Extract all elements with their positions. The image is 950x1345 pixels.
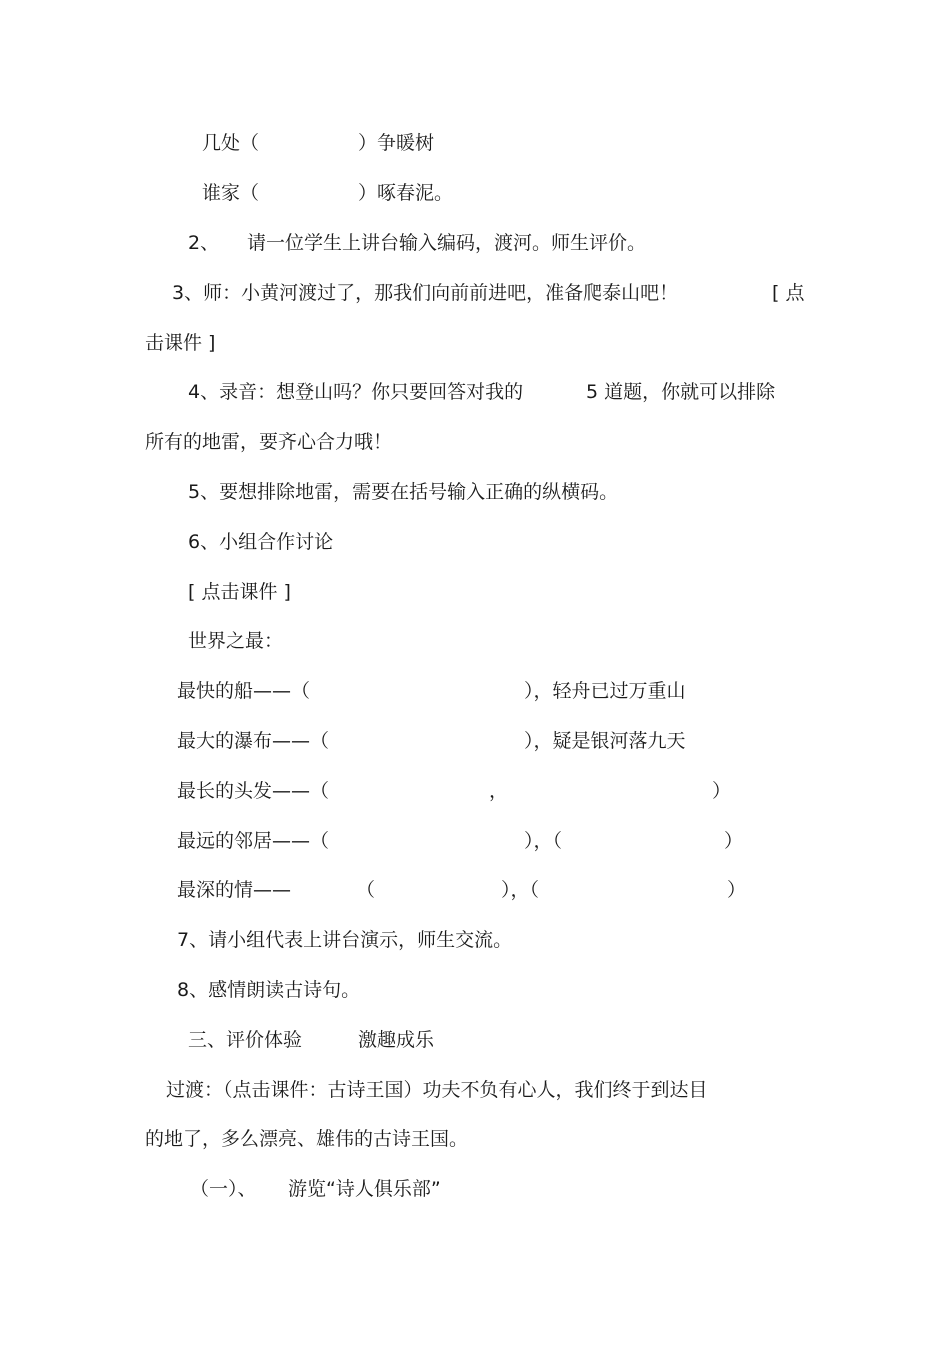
text-line: 3、师：小黄河渡过了，那我们向前前进吧，准备爬泰山吧！ bbox=[172, 282, 679, 304]
text-line: [ 点击课件 ] bbox=[188, 581, 291, 603]
text-line: ）争暖树 bbox=[358, 132, 435, 154]
text-line: 8、感情朗读古诗句。 bbox=[177, 979, 361, 1001]
text-line: 最长的头发——（ bbox=[177, 780, 330, 802]
text-line: ） bbox=[724, 830, 744, 852]
text-line: 谁家（ bbox=[202, 182, 260, 204]
text-line: ），（ bbox=[501, 879, 540, 901]
text-line: 最深的情—— bbox=[177, 879, 292, 901]
text-line: 请一位学生上讲台输入编码，渡河。师生评价。 bbox=[247, 232, 647, 254]
text-line: （ bbox=[356, 879, 376, 901]
text-line: ） bbox=[712, 780, 732, 802]
text-line: [ 点 bbox=[772, 282, 805, 304]
text-line: 所有的地雷，要齐心合力哦！ bbox=[145, 431, 393, 453]
text-line: 最大的瀑布——（ bbox=[177, 730, 330, 752]
text-line: ） bbox=[727, 879, 747, 901]
text-line: ），疑是银河落九天 bbox=[524, 730, 686, 752]
subsection-heading: （一）、 bbox=[190, 1178, 257, 1200]
section-heading: 激趣成乐 bbox=[358, 1029, 435, 1051]
text-line: 的地了，多么漂亮、雄伟的古诗王国。 bbox=[145, 1128, 469, 1150]
text-line: ， bbox=[489, 780, 509, 802]
text-line: 5、要想排除地雷，需要在括号输入正确的纵横码。 bbox=[188, 481, 619, 503]
text-line: 4、录音：想登山吗？你只要回答对我的 bbox=[188, 381, 524, 403]
text-line: 世界之最： bbox=[188, 630, 284, 652]
text-line: 5 道题，你就可以排除 bbox=[586, 381, 776, 403]
text-line: 击课件 ] bbox=[145, 332, 216, 354]
text-line: ）啄春泥。 bbox=[358, 182, 454, 204]
text-line: 最远的邻居——（ bbox=[177, 830, 330, 852]
text-line: 过渡：（点击课件：古诗王国）功夫不负有心人，我们终于到达目 bbox=[166, 1079, 708, 1101]
text-line: 最快的船——（ bbox=[177, 680, 311, 702]
subsection-heading: 游览“诗人俱乐部” bbox=[288, 1178, 441, 1200]
text-line: 几处（ bbox=[202, 132, 260, 154]
text-line: 2、 bbox=[188, 232, 220, 254]
text-line: 7、请小组代表上讲台演示，师生交流。 bbox=[177, 929, 513, 951]
text-line: ），轻舟已过万重山 bbox=[524, 680, 686, 702]
section-heading: 三、评价体验 bbox=[188, 1029, 303, 1051]
text-line: ），（ bbox=[524, 830, 563, 852]
text-line: 6、小组合作讨论 bbox=[188, 531, 334, 553]
